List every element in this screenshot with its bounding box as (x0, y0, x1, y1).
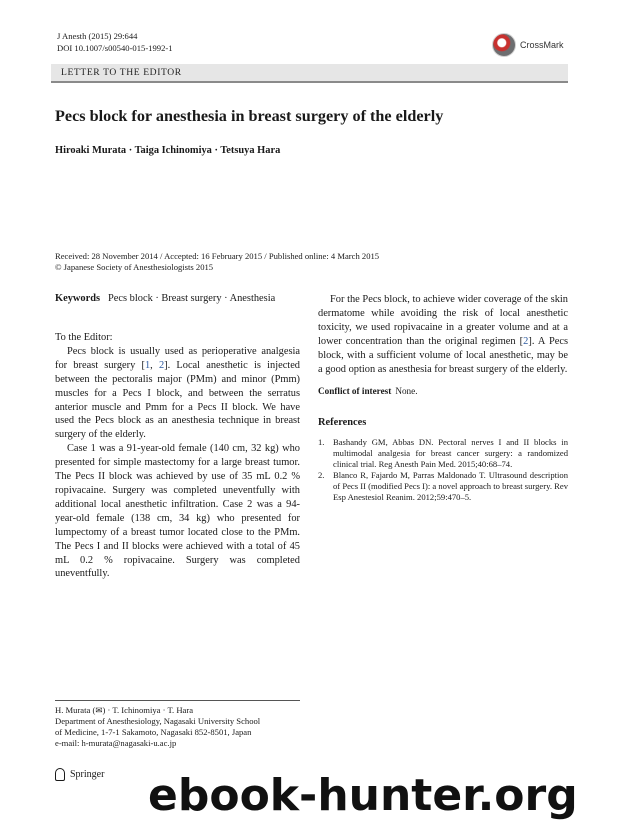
springer-horse-icon (55, 768, 65, 781)
paragraph-3-end: ]. A Pecs block, with a sufficient volume of local anesthetic, may be a good option as anesthesia for breast surgery of the elderly. (318, 335, 568, 375)
reference-item (318, 437, 568, 470)
paragraph-1 (55, 345, 300, 442)
crossmark-icon (492, 33, 516, 57)
article-title: Pecs block for anesthesia in breast surgery of the elderly (55, 107, 444, 125)
conflict-of-interest (318, 386, 568, 396)
reference-number: 2. (318, 470, 325, 481)
left-column (55, 331, 300, 581)
citation-link[interactable]: 2 (158, 359, 165, 371)
references-heading: References (318, 417, 367, 429)
copyright-notice: © Japanese Society of Anesthesiologists 2015 (55, 262, 214, 272)
citation-link[interactable]: 1 (144, 359, 151, 371)
citation-separator: , (150, 359, 159, 371)
author-list: Hiroaki Murata · Taiga Ichinomiya · Tetsuya Hara (55, 145, 281, 156)
keywords-text: Pecs block · Breast surgery · Anesthesia (108, 293, 276, 304)
reference-text: Blanco R, Fajardo M, Parras Maldonado T. Ultrasound description of Pecs II (modified Pecs I): a novel approach to breast surgery. Rev Esp Anestesiol Reanim. 2012;59:470–5. (333, 470, 568, 503)
paragraph-2: Case 1 was a 91-year-old female (140 cm, 32 kg) who presented for simple mastectomy for a large breast tumor. The Pecs II block was achieved by use of 35 mL 0.2 % ropivacaine. Surgery was completed uneventfully with additional local anesthetic infiltration. Case 2 was a 94-year-old female (138 cm, 34 kg) who presented for lumpectomy of a breast tumor located close to the PMm. The Pecs I and II blocks were achieved with a total of 45 mL 0.2 % ropivacaine. Surgery was completed uneventfully. (55, 443, 300, 580)
author-footnote (55, 705, 315, 749)
footnote-address: of Medicine, 1-7-1 Sakamoto, Nagasaki 852-8501, Japan (55, 727, 252, 737)
journal-citation: J Anesth (2015) 29:644 (57, 31, 138, 41)
salutation: To the Editor: (55, 332, 113, 343)
reference-text: Bashandy GM, Abbas DN. Pectoral nerves I and II blocks in multimodal analgesia for breast cancer surgery: a randomized clinical trial. Reg Anesth Pain Med. 2015;40:68–74. (333, 437, 568, 470)
article-dates: Received: 28 November 2014 / Accepted: 16 February 2015 / Published online: 4 March 2015 (55, 251, 380, 261)
citation-link[interactable]: 2 (523, 335, 529, 347)
crossmark-badge[interactable] (492, 32, 572, 58)
reference-number: 1. (318, 437, 325, 448)
footnote-divider (55, 700, 300, 701)
publisher-name: Springer (70, 769, 105, 780)
publisher-mark (55, 768, 104, 781)
footnote-email[interactable]: e-mail: h-murata@nagasaki-u.ac.jp (55, 738, 177, 748)
references-list (318, 437, 568, 503)
keywords (55, 293, 275, 304)
conflict-text: None. (395, 386, 418, 397)
reference-item (318, 470, 568, 503)
right-column (318, 293, 568, 503)
paragraph-3 (318, 293, 568, 376)
section-label: LETTER TO THE EDITOR (61, 67, 182, 78)
watermark: ebook-hunter.org (148, 770, 578, 821)
paragraph-3-start: For the Pecs block, to achieve wider coverage of the skin dermatome while avoiding the risk of local anesthetic toxicity, we used ropivacaine in a greater volume and at a lower concentration than the original regimen [ (318, 294, 568, 347)
doi[interactable]: DOI 10.1007/s00540-015-1992-1 (57, 43, 173, 53)
paragraph-1-end: ]. Local anesthetic is injected between the pectoralis major (PMm) and minor (Pmm) muscles for a Pecs I block, and between the serratus anterior muscle and Pmm for a Pecs II block. We have used the Pecs block as an anesthesia technique in breast surgery of the elderly. (55, 359, 300, 441)
paragraph-1-start: Pecs block is usually used as perioperative analgesia for breast surgery [ (55, 345, 300, 371)
footnote-authors: H. Murata (✉) · T. Ichinomiya · T. Hara (55, 705, 194, 715)
crossmark-label: CrossMark (520, 40, 564, 50)
footnote-department: Department of Anesthesiology, Nagasaki University School (55, 716, 261, 726)
keywords-label: Keywords (55, 293, 101, 304)
conflict-label: Conflict of interest (318, 386, 392, 397)
